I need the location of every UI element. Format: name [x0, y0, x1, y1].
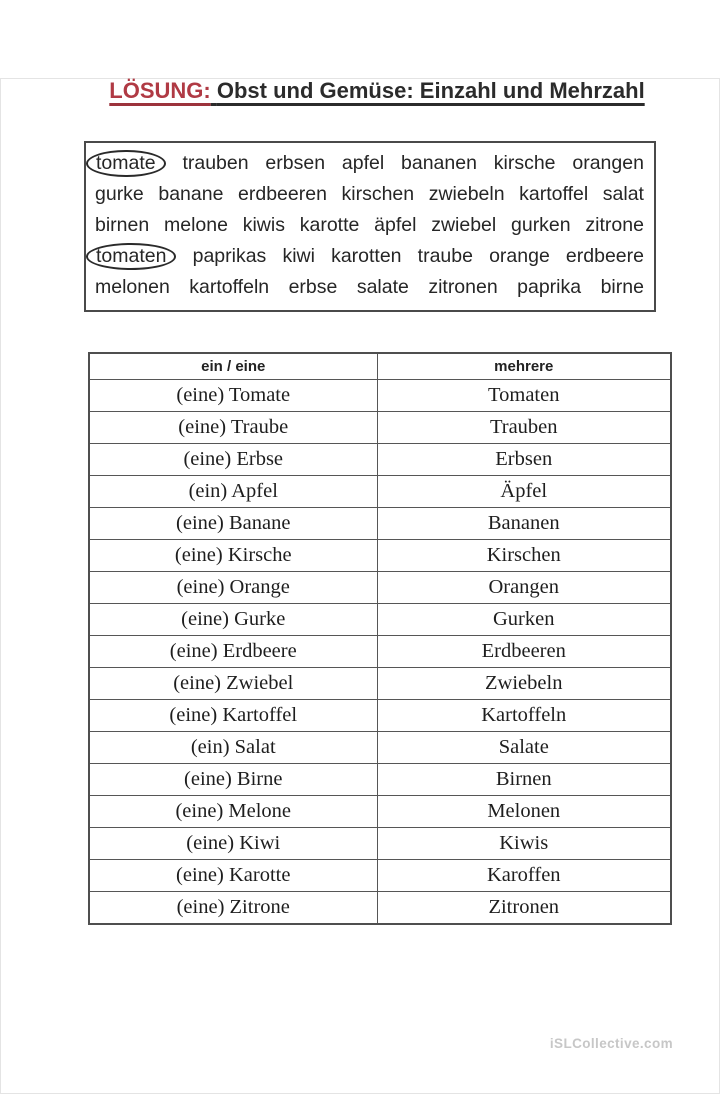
solution-label: LÖSUNG: [109, 78, 211, 103]
word: melone [163, 214, 228, 236]
singular-plural-table [88, 352, 672, 925]
table-header-row [89, 353, 671, 380]
table-row [89, 828, 671, 860]
word: gurken [511, 214, 571, 236]
plural-cell: Melonen [377, 796, 671, 828]
word: melonen [95, 276, 170, 298]
singular-cell: (eine) Banane [89, 508, 377, 540]
word: erdbeeren [238, 183, 327, 205]
table-row [89, 860, 671, 892]
word: kartoffeln [189, 276, 270, 298]
singular-cell: (eine) Melone [89, 796, 377, 828]
word: karotte [299, 214, 360, 236]
word: karotten [331, 245, 402, 267]
singular-cell: (ein) Apfel [89, 476, 377, 508]
circled-word: tomate [86, 150, 166, 177]
singular-cell: (eine) Zwiebel [89, 668, 377, 700]
word: birnen [95, 214, 150, 236]
word: orangen [572, 152, 644, 174]
table-row [89, 380, 671, 412]
plural-cell: Erdbeeren [377, 636, 671, 668]
word: äpfel [374, 214, 417, 236]
word: erbse [288, 276, 338, 298]
word: kiwi [282, 245, 315, 267]
table-row [89, 700, 671, 732]
word: apfel [341, 152, 385, 174]
title-text: Obst und Gemüse: Einzahl und Mehrzahl [216, 78, 645, 103]
word: bananen [401, 152, 477, 174]
plural-cell: Bananen [377, 508, 671, 540]
table-row [89, 796, 671, 828]
word-bank-line [95, 210, 644, 241]
singular-cell: (eine) Karotte [89, 860, 377, 892]
table-row [89, 764, 671, 796]
table-row [89, 540, 671, 572]
singular-cell: (eine) Kartoffel [89, 700, 377, 732]
plural-cell: Kirschen [377, 540, 671, 572]
word: banane [158, 183, 224, 205]
page-title [0, 78, 720, 104]
table-row [89, 604, 671, 636]
plural-cell: Orangen [377, 572, 671, 604]
plural-cell: Trauben [377, 412, 671, 444]
table-row [89, 412, 671, 444]
singular-cell: (eine) Kirsche [89, 540, 377, 572]
word: kiwis [242, 214, 285, 236]
singular-cell: (eine) Zitrone [89, 892, 377, 925]
word: salate [356, 276, 409, 298]
plural-cell: Äpfel [377, 476, 671, 508]
singular-cell: (ein) Salat [89, 732, 377, 764]
word-bank-line [95, 272, 644, 303]
plural-cell: Salate [377, 732, 671, 764]
header-plural: mehrere [377, 353, 671, 380]
word: gurke [95, 183, 144, 205]
table-row [89, 636, 671, 668]
table-row [89, 572, 671, 604]
singular-cell: (eine) Traube [89, 412, 377, 444]
word: salat [602, 183, 644, 205]
word-bank-box [84, 141, 656, 312]
table-row [89, 892, 671, 925]
singular-cell: (eine) Erdbeere [89, 636, 377, 668]
plural-cell: Zwiebeln [377, 668, 671, 700]
word: kartoffel [519, 183, 589, 205]
plural-cell: Karoffen [377, 860, 671, 892]
singular-cell: (eine) Kiwi [89, 828, 377, 860]
plural-cell: Birnen [377, 764, 671, 796]
table-row [89, 732, 671, 764]
word: orange [489, 245, 550, 267]
plural-cell: Kiwis [377, 828, 671, 860]
singular-cell: (eine) Orange [89, 572, 377, 604]
table-row [89, 508, 671, 540]
singular-cell: (eine) Gurke [89, 604, 377, 636]
plural-cell: Kartoffeln [377, 700, 671, 732]
word: zwiebeln [428, 183, 505, 205]
word: trauben [182, 152, 249, 174]
word-bank-line [95, 241, 644, 272]
singular-cell: (eine) Tomate [89, 380, 377, 412]
word: zitronen [428, 276, 498, 298]
singular-cell: (eine) Erbse [89, 444, 377, 476]
word: kirschen [341, 183, 415, 205]
word: traube [417, 245, 473, 267]
table-row [89, 444, 671, 476]
plural-cell: Erbsen [377, 444, 671, 476]
word-bank-line [95, 148, 644, 179]
word: paprika [517, 276, 582, 298]
plural-cell: Tomaten [377, 380, 671, 412]
table-row [89, 476, 671, 508]
word: erbsen [265, 152, 326, 174]
plural-cell: Gurken [377, 604, 671, 636]
word: paprikas [192, 245, 267, 267]
word: zitrone [585, 214, 644, 236]
watermark: iSLCollective.com [549, 1036, 673, 1051]
table-row [89, 668, 671, 700]
word: birne [600, 276, 644, 298]
word: erdbeere [565, 245, 644, 267]
word: zwiebel [431, 214, 497, 236]
header-singular: ein / eine [89, 353, 377, 380]
singular-cell: (eine) Birne [89, 764, 377, 796]
word: kirsche [493, 152, 556, 174]
circled-word: tomaten [86, 243, 176, 270]
word-bank-line [95, 179, 644, 210]
plural-cell: Zitronen [377, 892, 671, 925]
